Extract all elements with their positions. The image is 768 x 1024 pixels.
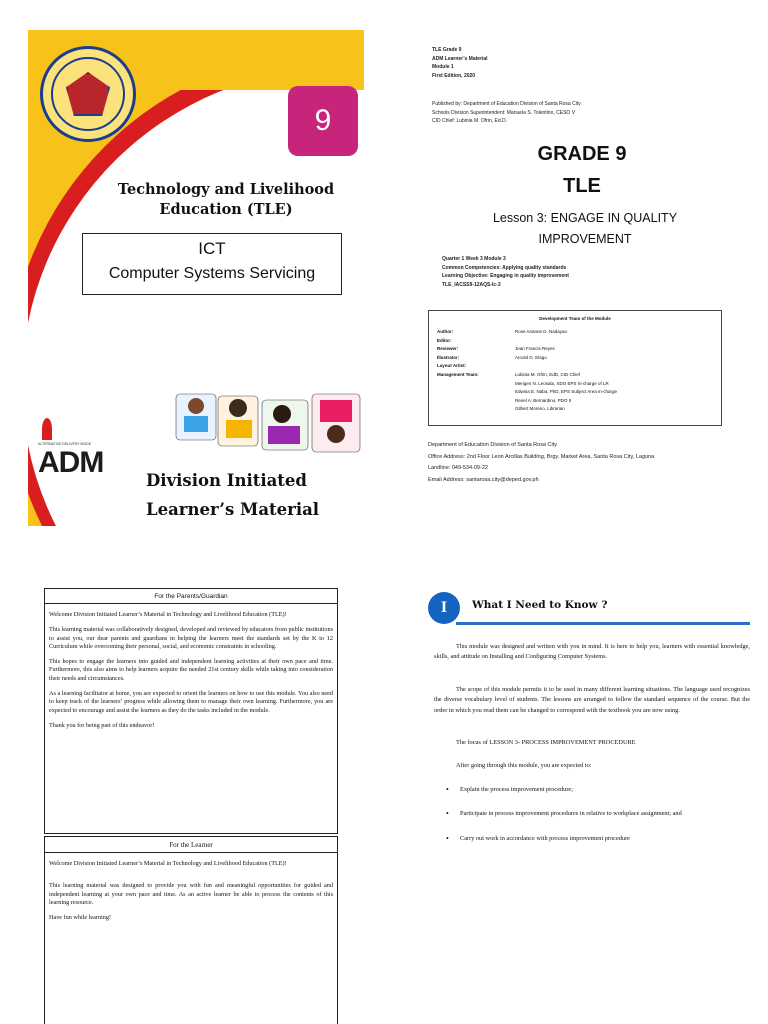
ict-course-box bbox=[82, 233, 342, 295]
objectives-list bbox=[434, 785, 750, 844]
list-item: • Participate in process improvement procedures in relative to workplace assignment; and bbox=[434, 809, 750, 819]
publisher-info: Published by: Department of Education Division of Santa Rosa City Schools Division Superintendent: Manuela S. Tolentino, CESO V CID Chief: Lubinia M. Ofrin, Ed.D. bbox=[432, 101, 581, 124]
section-divider bbox=[456, 622, 750, 625]
lesson-focus: The focus of LESSON 3- PROCESS IMPROVEMENT PROCEDURE bbox=[456, 739, 636, 747]
lesson-meta: Quarter 1 Week 3 Module 3 Common Competencies: Applying quality standards Learning Objective: Engaging in quality improvement TLE_IACSS9-12AQS-Ic-3 bbox=[442, 256, 569, 288]
torch-icon bbox=[42, 418, 52, 440]
section-title: What I Need to Know ? bbox=[472, 599, 608, 611]
course-label: Computer Systems Servicing bbox=[108, 265, 316, 282]
page-title: GRADE 9 TLE bbox=[537, 143, 627, 197]
parents-guardian-box bbox=[44, 588, 338, 834]
what-i-need-to-know-content bbox=[434, 642, 750, 858]
paragraph: As a learning facilitator at home, you are expected to orient the learners on how to use this module. You also need to keep track of the learners’ progress while allowing them to manage their own learning. Furthermore, you are expected to encourage and assist the learners as they do the tasks included in the module. bbox=[49, 690, 333, 714]
cover-division-title: Division Initiated Learner’s Material bbox=[146, 471, 320, 519]
team-row: Gilbert Moreno, Librarian bbox=[515, 406, 565, 412]
learner-header: For the Learner bbox=[169, 841, 213, 849]
team-row: Merigen N. Leosala, SDO EPS In-charge of LR bbox=[515, 380, 609, 386]
paragraph: Welcome Division Initiated Learner’s Material in Technology and Livelihood Education (TLE)! bbox=[49, 611, 287, 618]
objectives-intro: After going through this module, you are expected to: bbox=[456, 762, 592, 770]
cover-subject-title: Technology and Livelihood Education (TLE) bbox=[117, 181, 335, 218]
module-cover bbox=[28, 30, 364, 526]
team-row: Author: Rose Arianne D. Nadayao bbox=[437, 329, 568, 334]
grade-badge: 9 bbox=[288, 86, 358, 156]
paragraph: Thank you for being part of this endeavor! bbox=[49, 721, 155, 729]
team-row: Editor: bbox=[437, 337, 452, 343]
development-team-box: Development Team of the Module Author: Rose Arianne D. Nadayao Editor: Reviewer: Jean Francis Reyes Illustrator: Arnold G. Elago Layout Artist: Management Team: Lubinia M. Ofrin, EdD, CID Chief Merigen N. Leosala, SDO EPS In-charge of LR Edwina E. Naba, PhD, EPS Subject Area In-charge Renel A. Bernardino, PDO II Gilbert Moreno, Librarian bbox=[428, 310, 722, 426]
learner-box bbox=[44, 836, 338, 1024]
kids-learning-illustration bbox=[170, 386, 364, 456]
parents-header: For the Parents/Guardian bbox=[154, 593, 228, 600]
paragraph: Welcome Division Initiated Learner’s Material in Technology and Livelihood Education (TLE)! bbox=[49, 860, 287, 867]
lesson-title: Lesson 3: ENGAGE IN QUALITY IMPROVEMENT bbox=[492, 211, 678, 246]
paragraph: This learning material was designed to provide you with fun and meaningful opportunities for guided and independent learning at your own pace and time. As an active learner be able to process the contents of this learning resource. bbox=[49, 882, 333, 906]
team-row: Illustrator: Arnold G. Elago bbox=[437, 354, 547, 360]
division-address: Department of Education Division of Santa Rosa City Office Address: 2nd Floor Leon Arcillas Building, Brgy. Market Area, Santa Rosa City, Laguna Landline: 049-534-09-22 Email Address: santarosa.city@deped.gov.ph bbox=[428, 442, 655, 483]
paragraph: Have fun while learning! bbox=[49, 914, 112, 922]
list-item: • Explain the process improvement procedure; bbox=[434, 785, 750, 795]
paragraph: This learning material was collaboratively designed, developed and reviewed by educators from public institutions to assist you, our dear parents and guardians in helping the learners meet the standards set by the K to 12 Curriculum while overcoming their personal, social, and economic constraints in schooling. bbox=[49, 626, 333, 650]
paragraph: This module was designed and written with you in mind. It is here to help you, learners with essential knowledge, skills, and attitude on Installing and Configuring Computer Systems. bbox=[434, 643, 750, 661]
team-row: Edwina E. Naba, PhD, EPS Subject Area In-charge bbox=[515, 389, 618, 395]
deped-seal-icon bbox=[40, 46, 136, 142]
section-badge-icon: I bbox=[428, 592, 460, 624]
list-item: • Carry out work in accordance with process improvement procedure bbox=[434, 834, 750, 844]
adm-logo: ALTERNATIVE DELIVERY MODE ADM bbox=[38, 418, 118, 478]
team-row: Reviewer: Jean Francis Reyes bbox=[437, 346, 555, 352]
module-meta: TLE Grade 9 ADM Learner’s Material Module 1 First Edition, 2020 bbox=[432, 47, 488, 79]
ict-label: ICT bbox=[198, 239, 226, 258]
team-row: Management Team: Lubinia M. Ofrin, EdD, CID Chief bbox=[437, 371, 581, 377]
paragraph: This hopes to engage the learners into guided and independent learning activities at their own pace and time. Furthermore, this also aims to help learners acquire the needed 21st century skills while taking into consideration their needs and circumstances. bbox=[49, 658, 333, 682]
team-row: Layout Artist: bbox=[437, 363, 467, 369]
team-row: Renel A. Bernardino, PDO II bbox=[515, 397, 572, 403]
paragraph: The scope of this module permits it to be used in many different learning situations. The language used recognizes the diverse vocabulary level of students. The lessons are arranged to follow the standard sequence of the course. But the order in which you read them can be changed to correspond with the textbook you are now using. bbox=[434, 685, 750, 714]
